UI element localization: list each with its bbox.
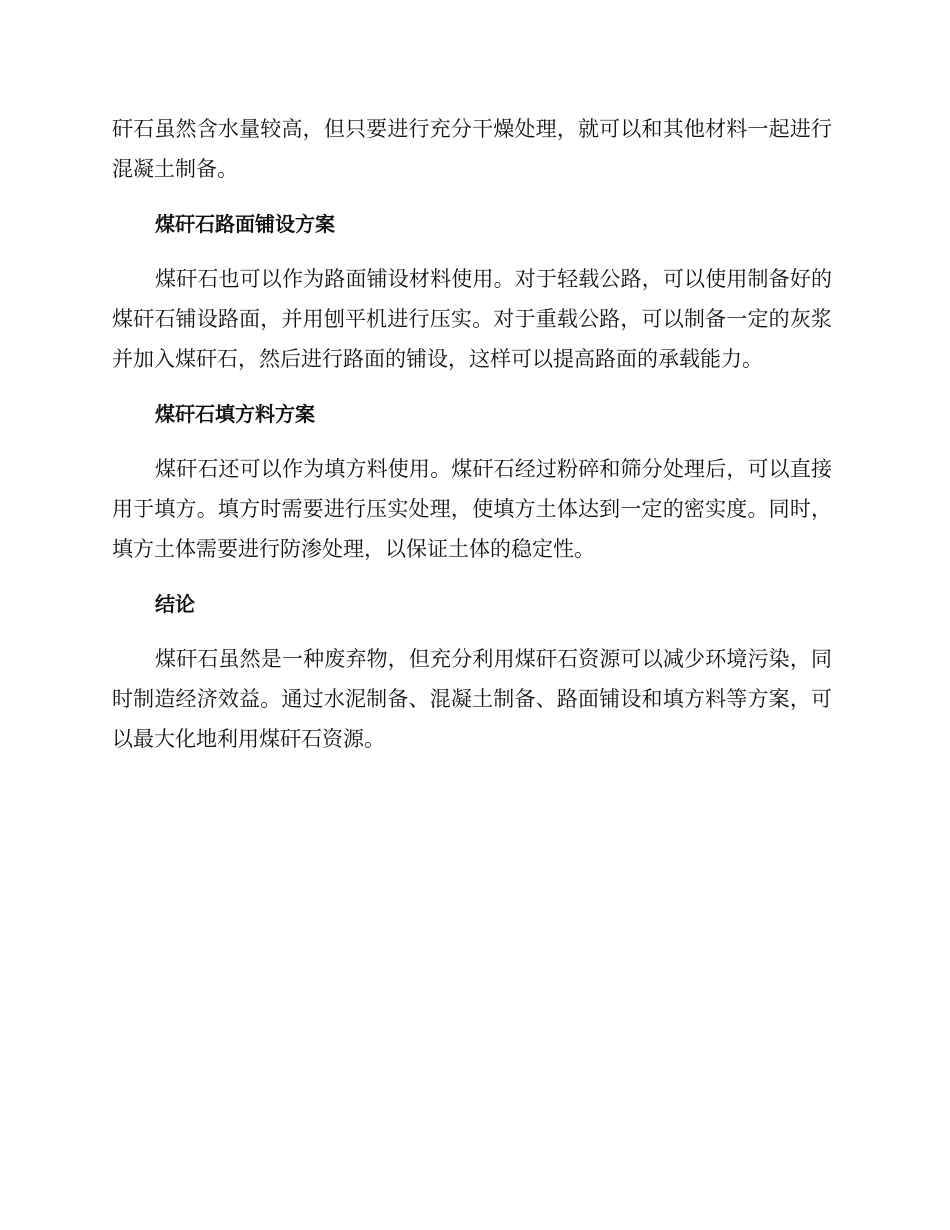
section-body-conclusion: 煤矸石虽然是一种废弃物，但充分利用煤矸石资源可以减少环境污染，同时制造经济效益。通过水泥制备、混凝土制备、路面铺设和填方料等方案，可以最大化地利用煤矸石资源。 xyxy=(112,647,832,751)
continuation-paragraph: 矸石虽然含水量较高，但只要进行充分干燥处理，就可以和其他材料一起进行混凝土制备。 xyxy=(112,117,832,181)
section-heading-conclusion: 结论 xyxy=(155,592,195,616)
section-heading-fill: 煤矸石填方料方案 xyxy=(155,402,315,426)
section-heading-pavement: 煤矸石路面铺设方案 xyxy=(155,212,335,236)
document-body xyxy=(112,109,832,759)
section-body-pavement: 煤矸石也可以作为路面铺设材料使用。对于轻载公路，可以使用制备好的煤矸石铺设路面，并用刨平机进行压实。对于重载公路，可以制备一定的灰浆并加入煤矸石，然后进行路面的铺设，这样可以提高路面的承载能力。 xyxy=(112,267,832,371)
section-body-fill: 煤矸石还可以作为填方料使用。煤矸石经过粉碎和筛分处理后，可以直接用于填方。填方时需要进行压实处理，使填方土体达到一定的密实度。同时，填方土体需要进行防渗处理，以保证土体的稳定性。 xyxy=(112,457,832,561)
